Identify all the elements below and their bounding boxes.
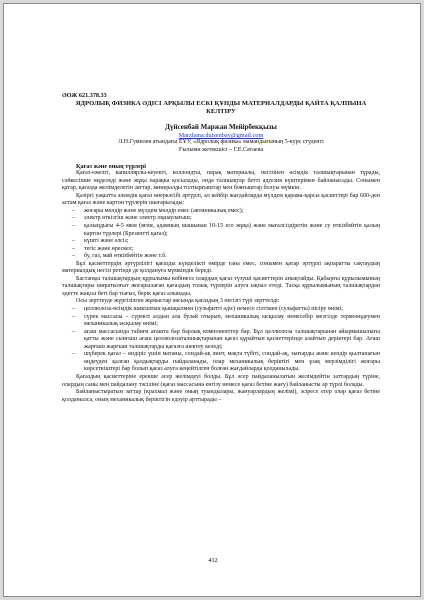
list-item: – жоғары мөлдір және мүлдем мөлдір емес (актиникалық емес); (62, 208, 380, 216)
paragraph: Қағаздың қасиеттеріне ерекше әсер желімдеуі болды. Бұл әсер пайдаланылатын желімдейтін заттардың түріне, олардың саны мен пайдалану тәсіліне (қағаз массасына енгізу немесе қағаз бетіне жағу) байланысты әр түрлі болады. (62, 373, 380, 388)
paper-types-list (62, 208, 380, 261)
document-page (3, 3, 421, 597)
article-body (62, 92, 380, 404)
page-number: 412 (208, 557, 218, 564)
section-heading: Қағаз және оның түрлері (76, 163, 147, 171)
list-item: – тегіс және өрескел; (62, 246, 380, 254)
paragraph: Осы зерттеуде жүргізілген жұмыстар аясында қағаздың 3 негізгі түрі зерттелді: (76, 298, 280, 305)
paragraph: Бұл қасиеттердің әртүрлілігі қағазды күнделікті өмірде ғана емес, сонымен қатар әртүрлі ақпаратты сақтаудың материалдық негізі ретінде де қолдануға мүмкіндік береді. (62, 260, 380, 275)
studied-paper-types-list (62, 306, 380, 374)
list-item: – бу, газ, май өткізбейтін және т.б. (62, 253, 380, 261)
paragraph: Қағаз-ежелгі, капиллярлы-кеуекті, коллоидты, парақ материалы, негізінен өсімдік талшықтарынан тұрады, сәйкесінше өңделеді және жұқа парақка қосылады, онда талшықтар бетті адгезия күштерімен байланысады. Сонымен қатар, қағазда желімделетін заттар, минералды толтырғыштар мен бояғыштар болуы мүмкін. (62, 170, 380, 192)
paragraph: Қазіргі уақытта әлемдік қағаз өнеркәсібі әртүрлі, ал кейбір жағдайларда мүлдем қарама-қарсы қасиеттері бар 600-ден астам қағаз және картон түрлерін шығарылады: (62, 192, 380, 207)
paragraph: Бастапқы талшықтардың құрылымы көбінесе олардың қағаз түзуші қасиеттерін анықтайды. Қабырғы құрылымының талшықтары ширатылғыт жоғарылаған қағаздың толық түрлерін алуға ықпал етеді. Тасқа құрылымының талшықтардан әдетте жақсы беті бар тығыз, берік қағаз алынады. (62, 275, 380, 297)
udc-code: ӘОЖ 621.378.33 (62, 92, 107, 99)
supervisor-line: Ғылыми жетекшісі – Г.Е.Сатаева (179, 146, 263, 153)
article-title: ЯДРОЛЫҚ ФИЗИКА ӘДІСІ АРҚЫЛЫ ЕСКІ ҚҰНДЫ МАТЕРИАЛДАРДЫ ҚАЙТА ҚАЛПЫНА КЕЛТІРУ (75, 100, 367, 115)
author-affiliation: Л.Н.Гумилев атындағы ЕҰУ, «Ядролық физика» мамандығының 5-курс студенті (118, 139, 324, 145)
list-item: – күшті және әлсіз; (62, 238, 380, 246)
list-item: – целлюлоза-өсімдік шикізатын қышқылмен (сульфитті әдіс) немесе сілтімен (сульфатты) пісіру өнімі; (62, 306, 380, 314)
author-name: Дүйсенбай Маржан Мейірбекқызы (165, 123, 277, 131)
paragraph: Байланыстыратын заттар (крахмал және оның туындылары, жануарлардың желімі), эсіресе егер олар қағаз бетіне қолданылса, оның механикалық беріктігін едәуір арттырады – (62, 389, 380, 403)
list-item: – қалыңдығы 4-5 мкм (яғни, адамның шашынан 10-15 есе жұқа) және мағалсіздіретін және су өткізбейтін қалың картон түрлері (Брезентті қағаз); (62, 223, 380, 238)
author-email-link[interactable]: Marzhana.duisenbay@gmail.com (178, 132, 264, 139)
list-item: – шүберек қағаз – өндіріс үшін матаны, сондай-ақ линт, мақта түбіті, сондай-ақ, зығырды және кендір қылтанағын өңдеуден қалған қалдықтарды пайдаланады, олар механикалық беріктігі мен ұзақ мерзімділігі жоғары көрсеткіштері бар болып қағаз алуға кеңейтілген болған жағдайларда қолданылады. (62, 351, 380, 374)
list-item: – сүрек массасы – сүректі алдын ала булай отырып, механикалық ысқылау немесебір мезгілде термоөңдеумен механикалық ысқылау өнімі; (62, 314, 380, 329)
list-item: – ағаш массасында табиғи ағашта бар барлық компоненттер бар. Бұл целлюлоза талшықтарынан айырмашылығы қатты және сынғыш ағаш целлюлозаталшықтарынан қағаз құрайтын қасиеттерінде азайтып деріктері бар. Ағаш жарғыш жарғыш талшықтарды қағазға шектеу келеді; (62, 329, 380, 352)
list-item: – электр өткізгіш және электр оқшаулағыш; (62, 215, 380, 223)
